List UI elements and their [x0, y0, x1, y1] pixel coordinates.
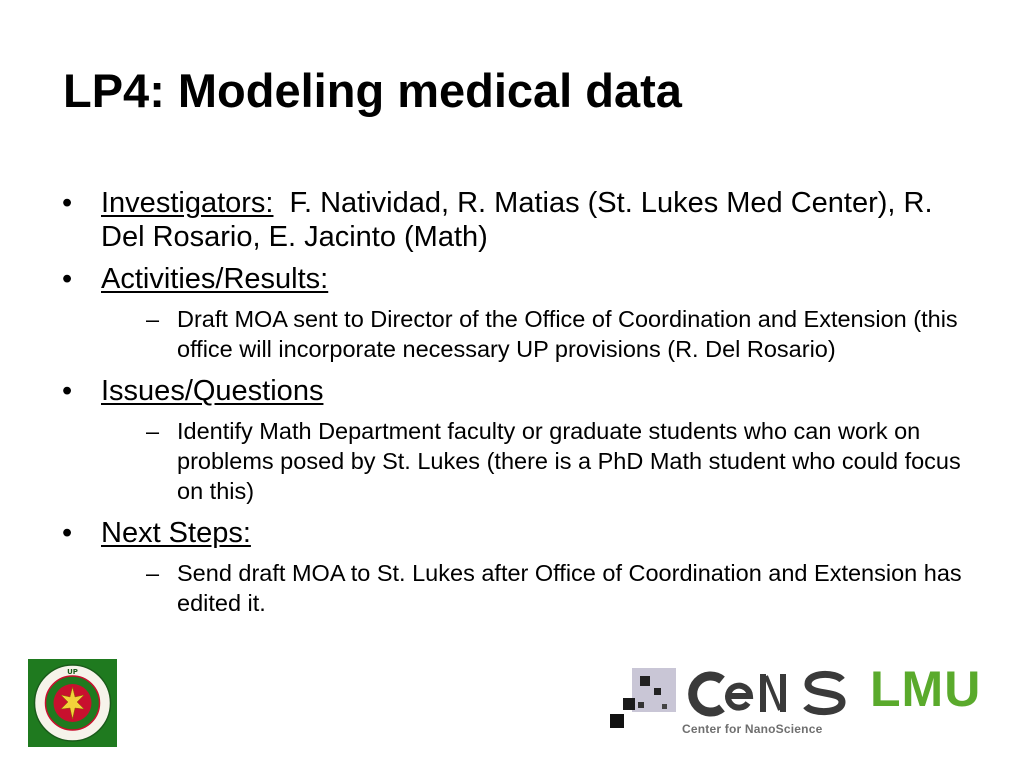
lmu-logo: LMU — [870, 661, 982, 717]
up-seal-logo — [28, 659, 117, 747]
bullet-activities — [60, 262, 960, 296]
bullet-text: F. Natividad, R. Matias (St. Lukes Med Center), R. Del Rosario, E. Jacinto (Math) — [101, 187, 933, 253]
bullet-glyph: • — [62, 187, 73, 219]
subbullet-text: Draft MOA sent to Director of the Office of Coordination and Extension (this office will incorporate necessary UP provisions (R. Del Rosario) — [177, 306, 958, 362]
bullet-label: Next Steps: — [101, 517, 251, 549]
cens-subtitle: Center for NanoScience — [682, 722, 823, 736]
subbullet-glyph: – — [146, 418, 160, 444]
subbullet-text: Send draft MOA to St. Lukes after Office of Coordination and Extension has edited it. — [177, 560, 962, 616]
subbullet-next-steps — [146, 558, 977, 618]
subbullet-glyph: – — [146, 560, 160, 586]
subbullet-activities — [146, 304, 977, 364]
bullet-glyph: • — [62, 263, 73, 295]
svg-text:UP: UP — [67, 668, 78, 676]
bullet-investigators — [60, 186, 960, 254]
bullet-label: Investigators: — [101, 187, 274, 219]
subbullet-glyph: – — [146, 306, 160, 332]
bullet-glyph: • — [62, 517, 73, 549]
bullet-issues — [60, 374, 960, 408]
slide-body — [60, 186, 960, 628]
subbullet-issues — [146, 416, 977, 506]
bullet-label: Activities/Results: — [101, 263, 329, 295]
bullet-next-steps — [60, 516, 960, 550]
slide-title: LP4: Modeling medical data — [63, 64, 682, 117]
bullet-glyph: • — [62, 375, 73, 407]
subbullet-text: Identify Math Department faculty or graduate students who can work on problems posed by St. Lukes (there is a PhD Math student who could focus on this) — [177, 418, 961, 504]
bullet-label: Issues/Questions — [101, 375, 324, 407]
